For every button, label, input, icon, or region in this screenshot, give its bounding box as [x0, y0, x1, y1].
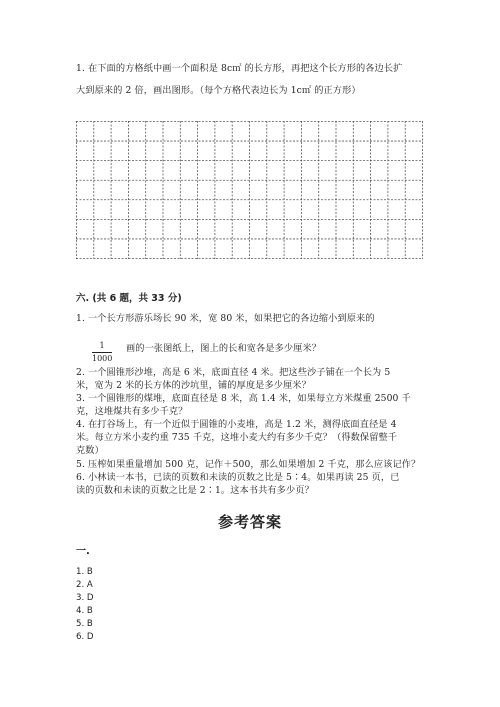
- fraction-bar: [92, 352, 112, 353]
- fraction: [92, 341, 112, 364]
- answer-item: 1. B: [76, 567, 93, 577]
- question-text-line: 6. 小林读一本书，已读的页数和未读的页数之比是 5∶4。如果再读 25 页，已: [76, 472, 400, 483]
- question-text-line: 大到原来的 2 倍，画出图形。（每个方格代表边长为 1c㎡ 的正方形）: [76, 85, 361, 96]
- answers-subtitle: 一.: [76, 546, 90, 557]
- question-text-line: 米。每立方米小麦约重 735 千克，这堆小麦大约有多少千克？（得数保留整千: [76, 432, 398, 443]
- answers-title: 参考答案: [217, 513, 282, 531]
- question-text-line: 米，宽为 2 米的长方体的沙坑里，铺的厚度是多少厘米？: [76, 380, 311, 391]
- question-text-line: 1. 在下面的方格纸中画一个面积是 8c㎡ 的长方形，再把这个长方形的各边长扩: [76, 63, 403, 74]
- question-text-line: 1. 一个长方形游乐场长 90 米，宽 80 米，如果把它的各边缩小到原来的: [76, 313, 375, 324]
- question-text-line: 4. 在打谷场上，有一个近似于圆锥的小麦堆，高是 1.2 米，测得底面直径是 4: [76, 419, 397, 430]
- answer-item: 2. A: [76, 580, 93, 590]
- question-text-line: 读的页数和未读的页数之比是 2∶1。这本书共有多少页？: [76, 485, 314, 496]
- question-text-line: 克，这堆煤共有多少千克？: [76, 406, 188, 417]
- section-title: 六. (共 6 题，共 33 分): [76, 293, 182, 304]
- question-text-line: 2. 一个圆锥形沙堆，高是 6 米，底面直径 4 米。把这些沙子铺在一个长为 5: [76, 367, 391, 378]
- question-text-line: 3. 一个圆锥形的煤堆，底面直径是 8 米，高 1.4 米，如果每立方米煤重 2500 千: [76, 393, 411, 404]
- grid-paper: [76, 121, 423, 259]
- question-text-line: 5. 压榨如果重量增加 500 克，记作＋500，那么如果增加 2 千克，那么应该记作？: [76, 459, 421, 470]
- answer-item: 6. D: [76, 632, 94, 642]
- answer-item: 3. D: [76, 593, 94, 603]
- question-text-line: 克数）: [76, 445, 104, 456]
- fraction-denominator: 1000: [92, 354, 113, 363]
- question-text-line: 画的一张图纸上，图上的长和宽各是多少厘米？: [126, 343, 322, 354]
- fraction-numerator: 1: [99, 341, 105, 350]
- answer-item: 4. B: [76, 606, 93, 616]
- answer-item: 5. B: [76, 619, 93, 629]
